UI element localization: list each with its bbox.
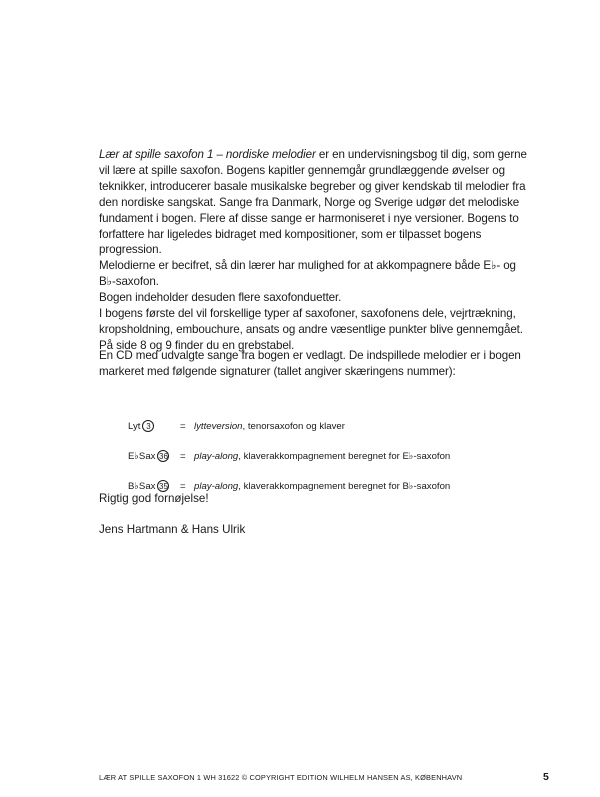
equals-sign: = — [180, 420, 186, 432]
intro-line-3: Bogen indeholder desuden flere saxofonduetter. — [99, 291, 342, 305]
legend-label-text: Lyt — [128, 420, 141, 432]
cd-text: En CD med udvalgte sange fra bogen er vedlagt. De indspillede melodier er i bogen markeret med følgende signaturer (tallet angiver skæringens nummer): — [99, 349, 521, 378]
legend-label-text: B♭Sax — [128, 480, 156, 492]
legend-description — [194, 421, 345, 432]
equals-sign: = — [180, 480, 186, 492]
page-footer: LÆR AT SPILLE SAXOFON 1 WH 31622 © COPYRIGHT EDITION WILHELM HANSEN AS, KØBENHAVN — [99, 773, 463, 782]
intro-line-5: På side 8 og 9 finder du en grebstabel. — [99, 338, 295, 352]
closing-line: Rigtig god fornøjelse! — [99, 492, 209, 505]
intro-paragraph-1 — [99, 147, 529, 258]
intro-line-2: Melodierne er becifret, så din lærer har mulighed for at akkompagnere både E♭- og B♭-saxofon. — [99, 259, 516, 289]
legend-row-eb-sax — [128, 448, 450, 464]
legend-description — [194, 451, 450, 462]
legend-label — [128, 420, 180, 432]
intro-line-4: I bogens første del vil forskellige typer af saxofoner, saxofonens dele, vejrtrækning, kropsholdning, embouchure, ansats og andre væsentlige punkter blive gennemgået. — [99, 307, 523, 336]
equals-sign: = — [180, 450, 186, 462]
legend-label — [128, 450, 180, 462]
legend-description — [194, 481, 450, 492]
legend-desc-rest: , tenorsaxofon og klaver — [242, 420, 345, 432]
legend-label-text: E♭Sax — [128, 450, 156, 462]
legend-row-lyt — [128, 418, 450, 434]
legend-desc-italic: play-along — [194, 480, 239, 492]
track-number-circle: 36 — [159, 451, 168, 461]
legend-desc-rest: , klaverakkompagnement beregnet for B♭-saxofon — [238, 480, 451, 492]
intro-line-1: er en undervisningsbog til dig, som gerne vil lære at spille saxofon. Bogens kapitler gennemgår grundlæggende øvelser og teknikker, introducerer basale musikalske begreber og giver kendskab til melodier fra den nordiske sangskat. Sange fra Danmark, Norge og Sverige udgør det melodiske fundament i bogen. Flere af disse sange er harmoniseret i nye versioner. Bogens to forfattere har ligeledes bidraget med kompositioner, som er tilpasset bogens progression. — [99, 148, 527, 257]
page-number: 5 — [543, 771, 549, 783]
intro-text — [99, 147, 529, 354]
cd-paragraph — [99, 348, 529, 380]
authors-signoff: Jens Hartmann & Hans Ulrik — [99, 523, 246, 536]
legend-desc-rest: , klaverakkompagnement beregnet for E♭-saxofon — [238, 450, 451, 462]
book-title: Lær at spille saxofon 1 – nordiske melodier — [99, 148, 316, 161]
legend-desc-italic: lytteversion — [194, 420, 243, 432]
legend-desc-italic: play-along — [194, 450, 239, 462]
track-number-circle: 35 — [159, 481, 168, 491]
track-number-circle: 3 — [142, 420, 154, 432]
